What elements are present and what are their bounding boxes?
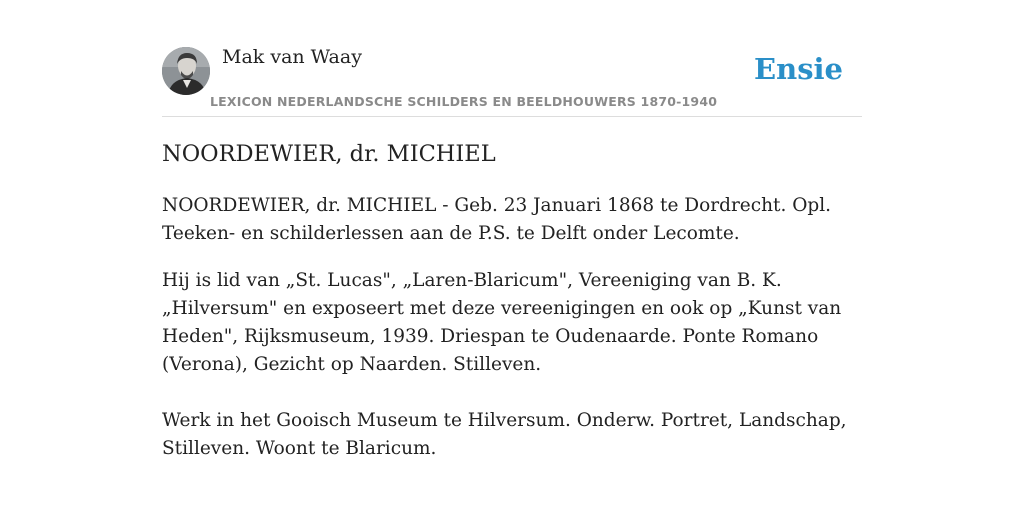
author-name[interactable]: Mak van Waay [222, 46, 362, 68]
portrait-image [162, 47, 210, 95]
entry-title: NOORDEWIER, dr. MICHIEL [162, 141, 496, 167]
publication-title[interactable]: LEXICON NEDERLANDSCHE SCHILDERS EN BEELDHOUWERS 1870-1940 [210, 94, 718, 109]
entry-paragraph: Hij is lid van „St. Lucas", „Laren-Blaricum", Vereeniging van B. K. „Hilversum" en exposeert met deze vereenigingen en ook op „Kunst van Heden", Rijksmuseum, 1939. Driespan te Oudenaarde. Ponte Romano (Verona), Gezicht op Naarden. Stilleven. [162, 270, 842, 375]
author-avatar[interactable] [162, 47, 210, 95]
page-container [162, 0, 862, 459]
entry-paragraph: Werk in het Gooisch Museum te Hilversum. Onderw. Portret, Landschap, Stilleven. Woont te Blaricum. [162, 410, 847, 459]
entry-paragraph: NOORDEWIER, dr. MICHIEL - Geb. 23 Januari 1868 te Dordrecht. Opl. Teeken- en schilderlessen aan de P.S. te Delft onder Lecomte. [162, 195, 832, 244]
entry-header [162, 0, 862, 117]
ensie-logo[interactable]: Ensie [754, 52, 843, 86]
